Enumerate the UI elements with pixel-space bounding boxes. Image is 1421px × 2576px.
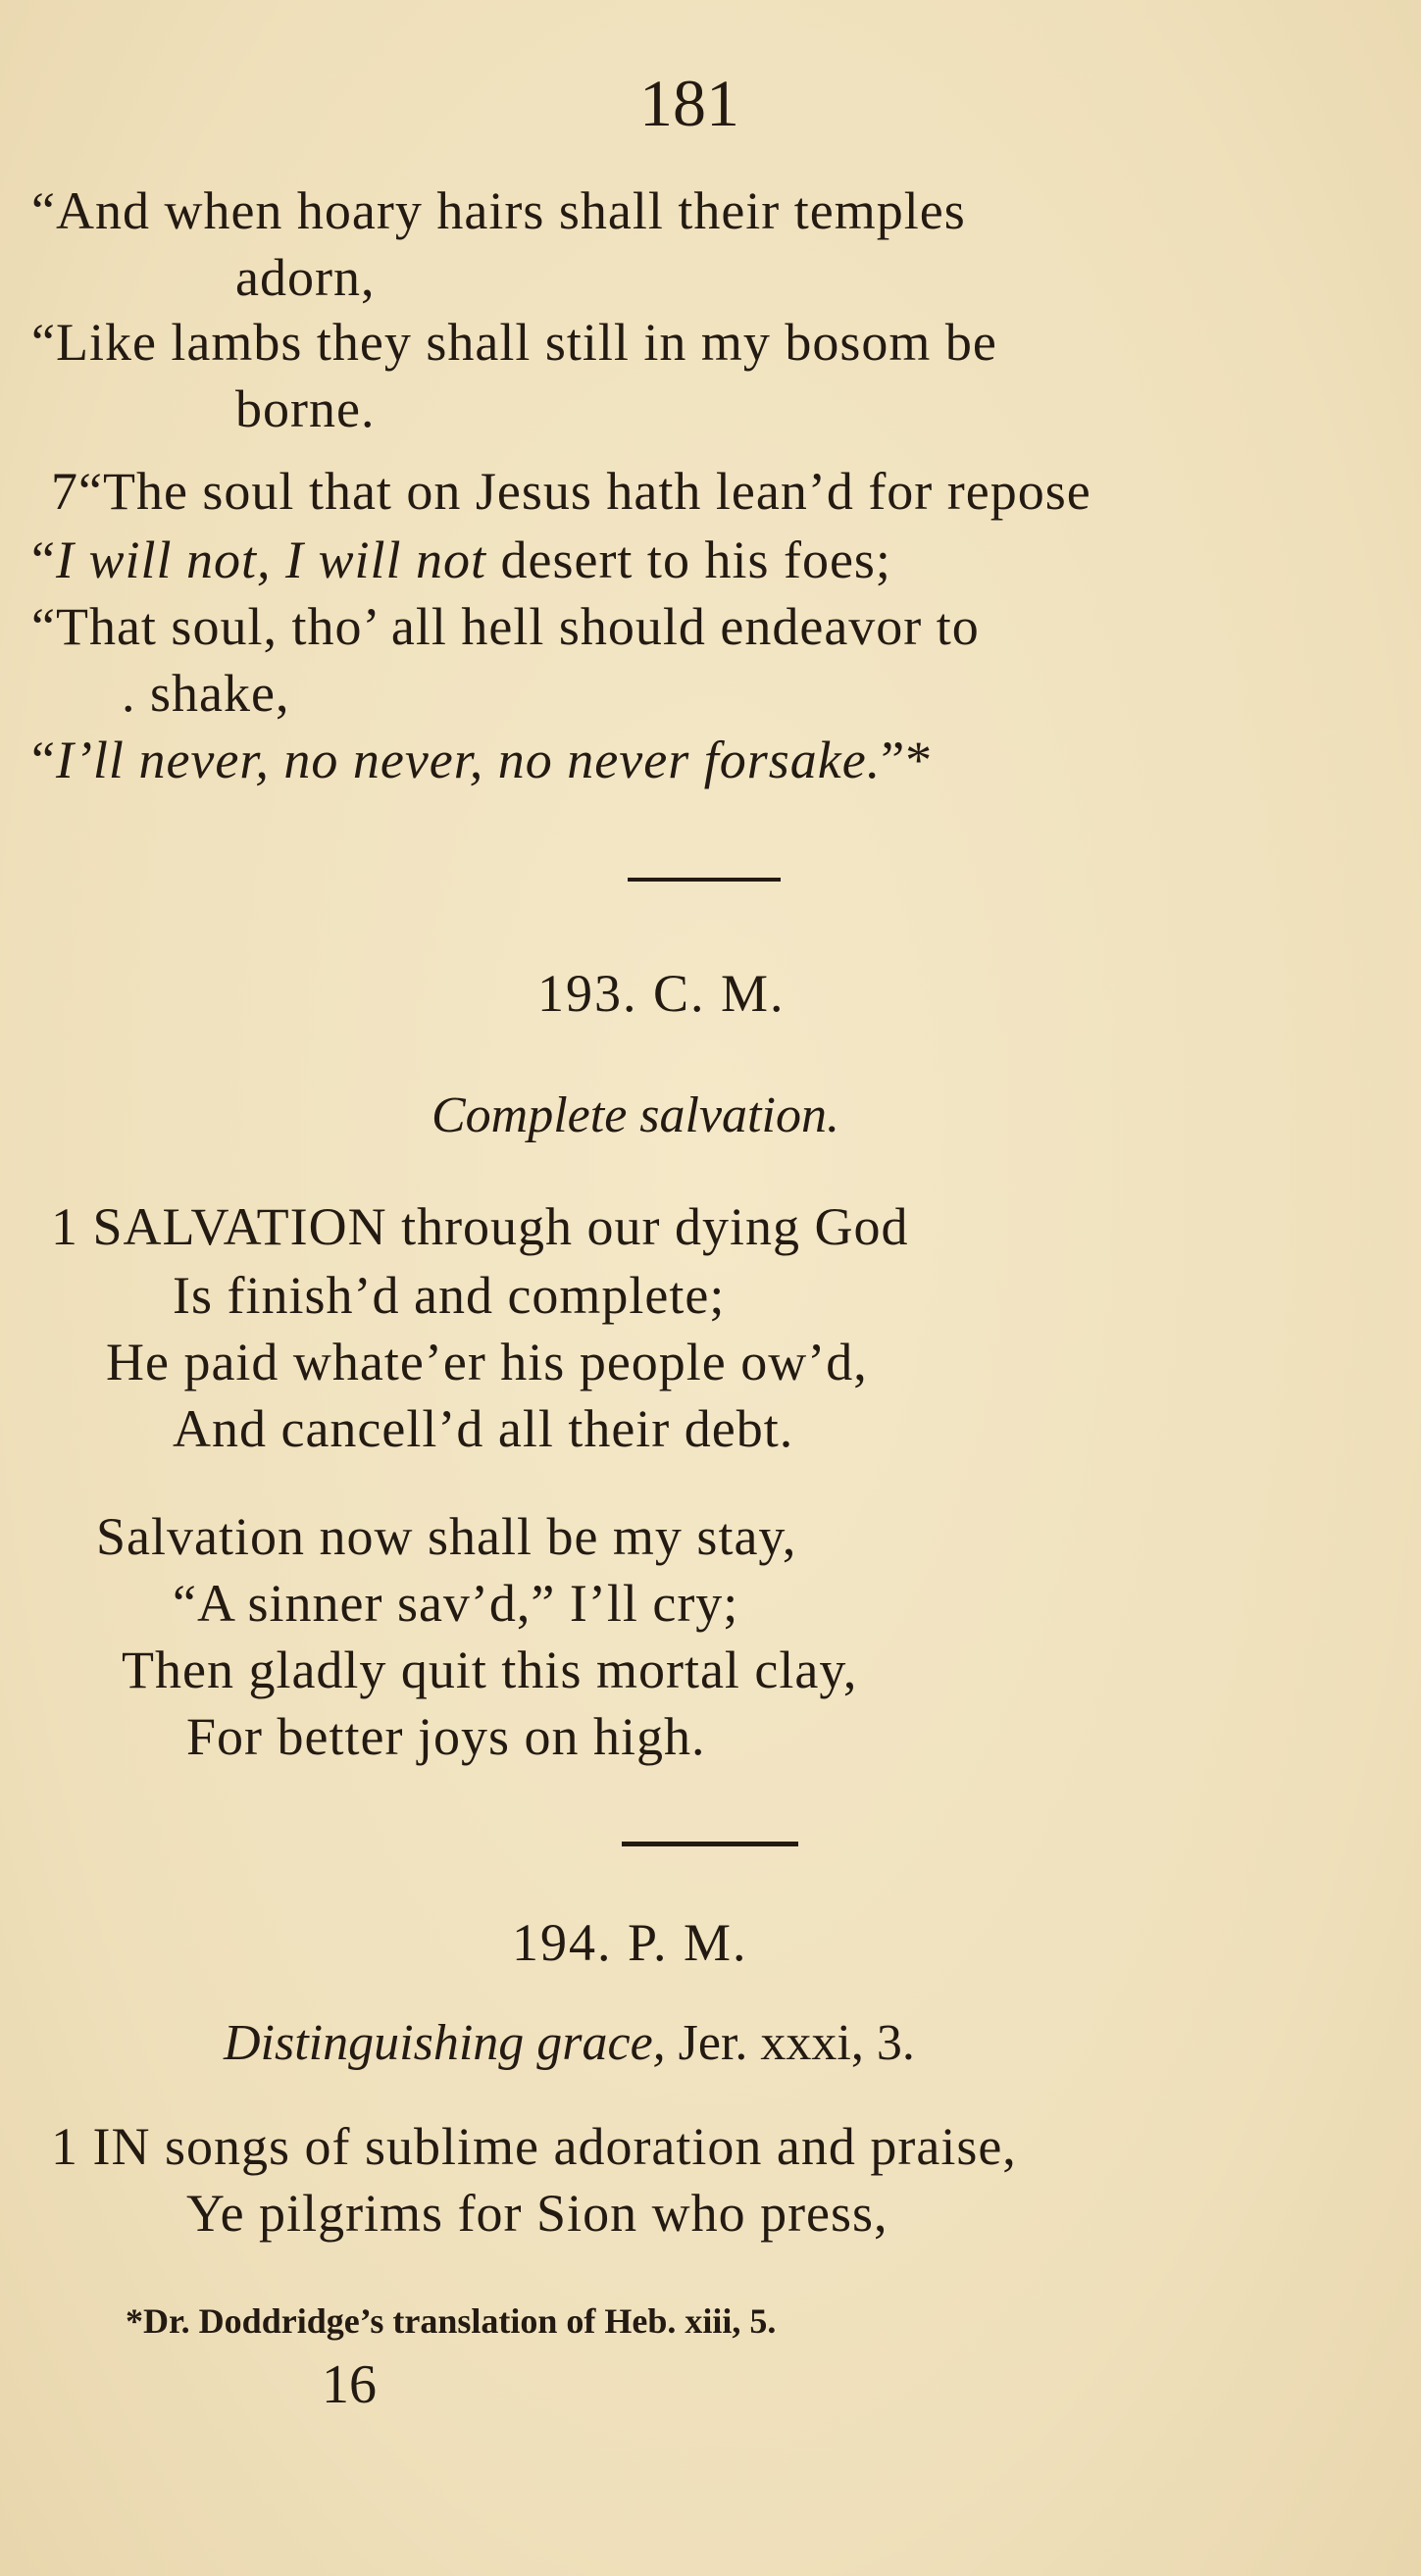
verse-line: For better joys on high. <box>186 1707 706 1766</box>
verse-line: “A sinner sav’d,” I’ll cry; <box>173 1574 739 1633</box>
verse-line: 1 IN songs of sublime adoration and praise, <box>51 2117 1017 2176</box>
section-divider <box>628 878 781 882</box>
verse-line: . shake, <box>122 664 290 723</box>
signature-mark: 16 <box>322 2354 377 2415</box>
verse-line-italic: “I’ll never, no never, no never forsake.”* <box>31 731 934 789</box>
verse-line: “Like lambs they shall still in my bosom be <box>31 313 997 372</box>
verse-line: Then gladly quit this mortal clay, <box>122 1641 858 1699</box>
verse-line-italic-mix: “I will not, I will not desert to his foes; <box>31 530 891 589</box>
verse-line: “That soul, tho’ all hell should endeavor to <box>31 597 980 656</box>
hymn-subtitle-reference: Jer. xxxi, 3. <box>665 2015 915 2071</box>
hymn-subtitle <box>224 2014 915 2072</box>
verse-line: And cancell’d all their debt. <box>173 1399 794 1458</box>
verse-line: Ye pilgrims for Sion who press, <box>186 2184 888 2243</box>
verse-line: “And when hoary hairs shall their temples <box>31 181 966 240</box>
footnote: *Dr. Doddridge’s translation of Heb. xiii, 5. <box>126 2301 777 2341</box>
verse-line: Is finish’d and complete; <box>173 1266 726 1325</box>
verse-line: Salvation now shall be my stay, <box>96 1507 797 1566</box>
section-divider <box>622 1842 798 1846</box>
verse-line: 7“The soul that on Jesus hath lean’d for repose <box>51 462 1091 521</box>
hymn-subtitle: Complete salvation. <box>431 1087 839 1143</box>
hymn-heading: 194. P. M. <box>512 1913 748 1972</box>
verse-line: 1 SALVATION through our dying God <box>51 1197 909 1256</box>
verse-line: He paid whate’er his people ow’d, <box>106 1333 868 1391</box>
verse-line: adorn, <box>235 248 376 307</box>
hymn-heading: 193. C. M. <box>537 964 786 1023</box>
page-number: 181 <box>639 66 739 140</box>
verse-line: borne. <box>235 379 376 438</box>
hymn-subtitle-title: Distinguishing grace, <box>224 2015 666 2071</box>
